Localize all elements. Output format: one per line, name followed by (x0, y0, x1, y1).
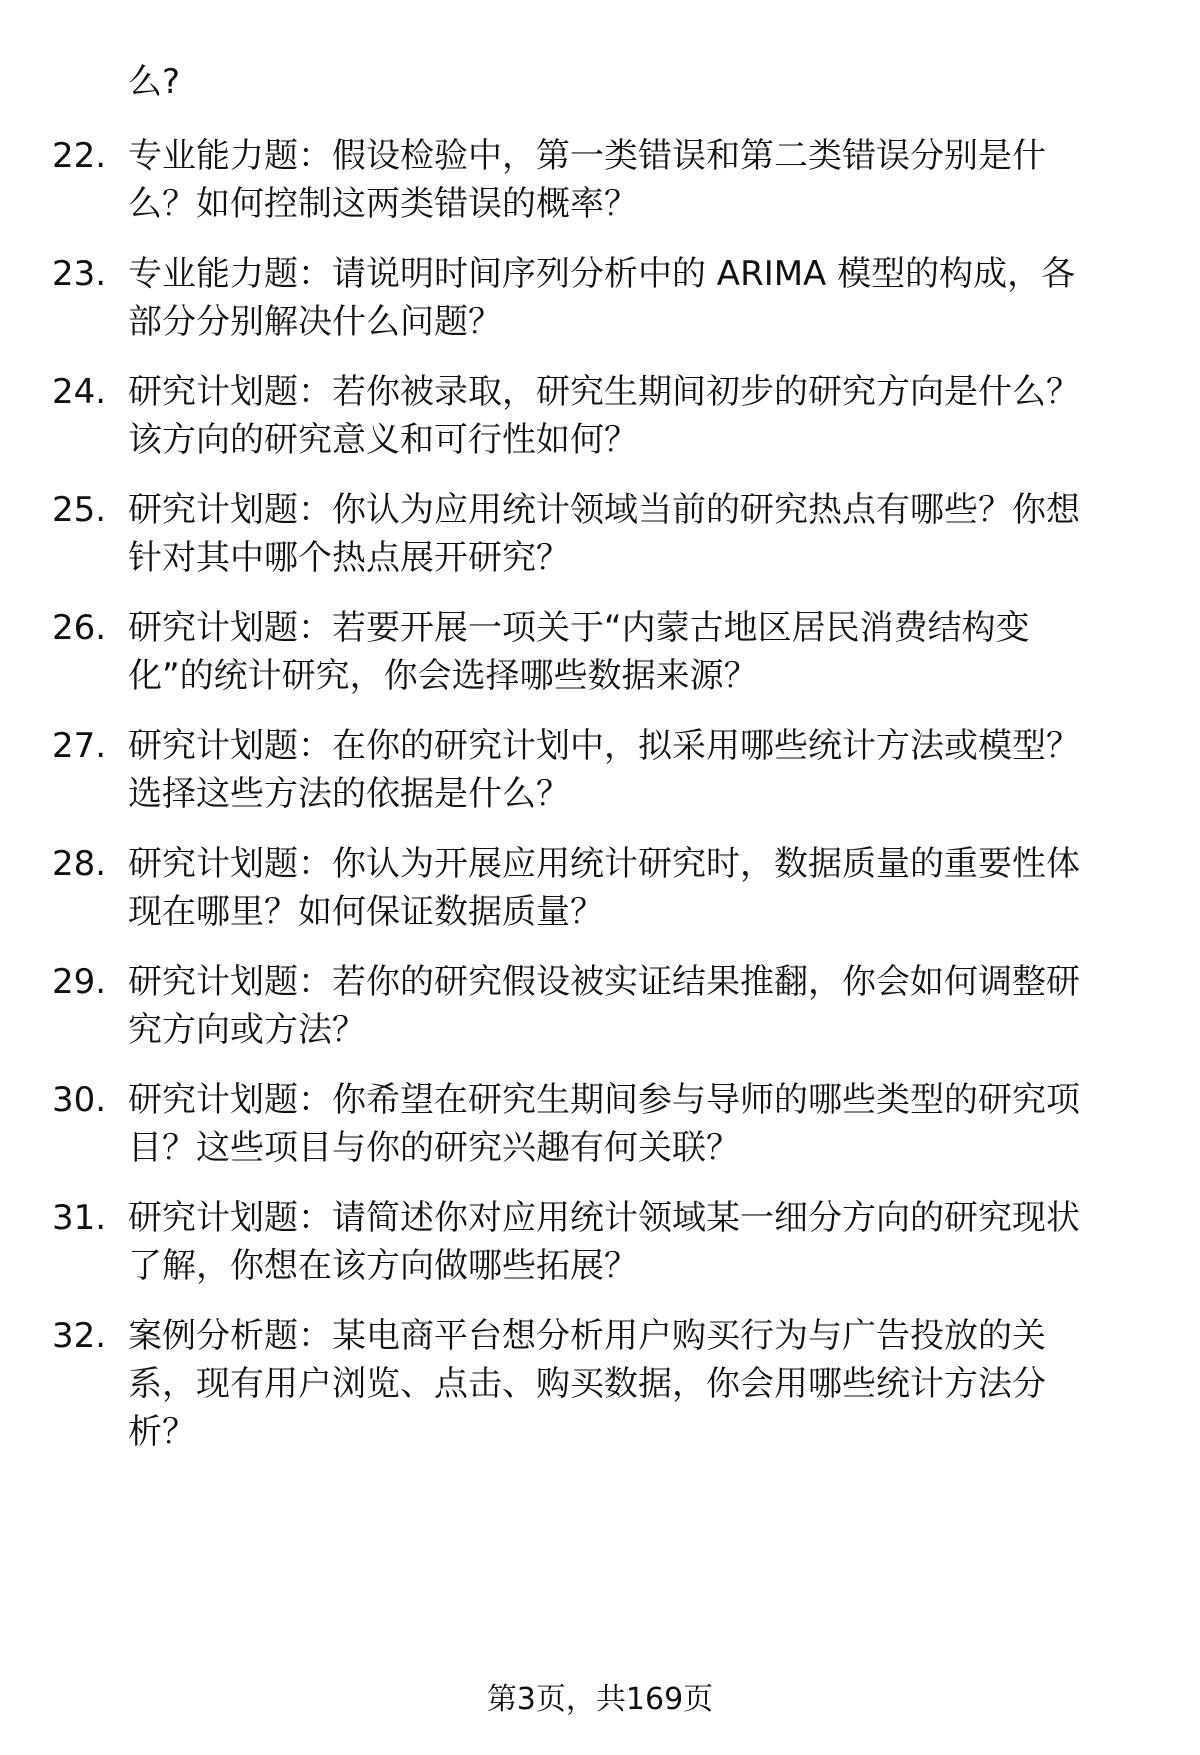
question-item (52, 604, 1152, 700)
question-number: 30. (52, 1080, 107, 1120)
question-item (52, 1312, 1152, 1456)
question-line: 研究计划题：你认为开展应用统计研究时，数据质量的重要性体 (128, 844, 1080, 884)
question-number: 27. (52, 726, 107, 766)
question-item (52, 250, 1152, 346)
question-line: 部分分别解决什么问题？ (128, 302, 502, 342)
question-item (52, 1194, 1152, 1290)
question-number: 24. (52, 372, 107, 412)
question-line: 目？这些项目与你的研究兴趣有何关联？ (128, 1128, 740, 1168)
question-item (52, 958, 1152, 1054)
question-line: 研究计划题：请简述你对应用统计领域某一细分方向的研究现状 (128, 1198, 1080, 1238)
question-item (52, 486, 1152, 582)
question-line: 研究计划题：在你的研究计划中，拟采用哪些统计方法或模型？ (128, 726, 1080, 766)
question-line: 研究计划题：你希望在研究生期间参与导师的哪些类型的研究项 (128, 1080, 1080, 1120)
question-item (52, 840, 1152, 936)
question-item (52, 722, 1152, 818)
question-number: 23. (52, 254, 107, 294)
question-line: 案例分析题：某电商平台想分析用户购买行为与广告投放的关 (128, 1316, 1046, 1356)
question-line: 研究计划题：若要开展一项关于“内蒙古地区居民消费结构变 (128, 608, 1030, 648)
question-number: 31. (52, 1198, 107, 1238)
question-line: 研究计划题：若你被录取，研究生期间初步的研究方向是什么？ (128, 372, 1080, 412)
continued-text: 么? (128, 62, 181, 102)
question-number: 29. (52, 962, 107, 1002)
question-line: 针对其中哪个热点展开研究？ (128, 538, 570, 578)
page-footer: 第3页，共169页 (486, 1682, 714, 1717)
question-item (52, 368, 1152, 464)
question-line: 该方向的研究意义和可行性如何？ (128, 420, 638, 460)
question-line: 研究计划题：若你的研究假设被实证结果推翻，你会如何调整研 (128, 962, 1080, 1002)
question-number: 25. (52, 490, 107, 530)
question-line: 专业能力题：请说明时间序列分析中的 ARIMA 模型的构成，各 (128, 254, 1076, 294)
question-item (52, 1076, 1152, 1172)
question-number: 26. (52, 608, 107, 648)
question-line: 究方向或方法？ (128, 1010, 366, 1050)
question-line: 专业能力题：假设检验中，第一类错误和第二类错误分别是什 (128, 136, 1046, 176)
question-line: 研究计划题：你认为应用统计领域当前的研究热点有哪些？你想 (128, 490, 1080, 530)
question-line: 系，现有用户浏览、点击、购买数据，你会用哪些统计方法分 (128, 1364, 1046, 1404)
question-line: 现在哪里？如何保证数据质量？ (128, 892, 604, 932)
question-number: 32. (52, 1316, 107, 1356)
question-line: 化”的统计研究，你会选择哪些数据来源？ (128, 656, 758, 696)
question-line: 了解，你想在该方向做哪些拓展？ (128, 1246, 638, 1286)
question-line: 析？ (128, 1412, 196, 1452)
question-item (52, 132, 1152, 228)
question-number: 22. (52, 136, 107, 176)
question-number: 28. (52, 844, 107, 884)
question-line: 么？如何控制这两类错误的概率？ (128, 184, 638, 224)
question-line: 选择这些方法的依据是什么？ (128, 774, 570, 814)
